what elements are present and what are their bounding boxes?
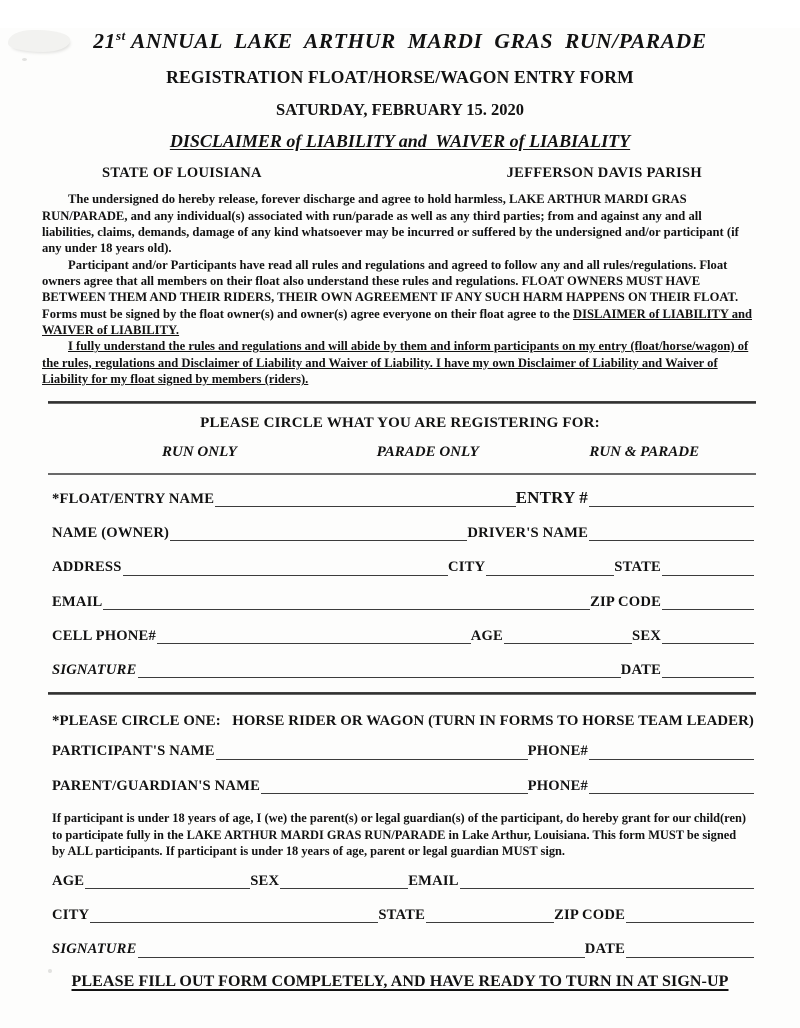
input-float-entry-name[interactable] bbox=[215, 493, 515, 507]
field-row-parent-guardian-name bbox=[52, 779, 754, 794]
label-parent-guardian-name: PARENT/GUARDIAN'S NAME bbox=[52, 777, 261, 794]
label-entry-number: ENTRY # bbox=[515, 488, 588, 508]
option-run-and-parade[interactable]: RUN & PARADE bbox=[589, 444, 700, 461]
disclaimer-paragraph-2-emphasis: DISLAIMER of LIABILITY and WAIVER of LIABILITY. bbox=[42, 306, 753, 338]
title-text: ANNUAL LAKE ARTHUR MARDI GRAS RUN/PARADE bbox=[125, 29, 707, 54]
registering-for-heading: PLEASE CIRCLE WHAT YOU ARE REGISTERING FOR: bbox=[200, 415, 600, 432]
disclaimer-paragraph-3: I fully understand the rules and regulations and will abide by them and inform participants on my entry (float/horse/wagon) of the rules, regulations and Disclaimer of Liability and Waiver of Liability. I have my own Disclaimer of Liability and Waiver of Liability for my float signed by members (riders). bbox=[42, 339, 749, 387]
input-zip-code[interactable] bbox=[662, 596, 754, 610]
option-run-only[interactable]: RUN ONLY bbox=[162, 444, 237, 461]
event-dateline: SATURDAY, FEBRUARY 15. 2020 bbox=[275, 100, 525, 120]
input-participants-name[interactable] bbox=[216, 746, 528, 760]
label-participant-age: AGE bbox=[52, 872, 85, 889]
minor-consent-paragraph: If participant is under 18 years of age, I (we) the parent(s) or legal guardian(s) of the participant, do hereby grant for our child(ren) to participate fully in the LAKE ARTHUR MARDI GRAS RUN/PARADE in Lake Arthur, Louisiana. This form MUST be signed by ALL participants. If participant is under 18 years of age, parent or legal guardian MUST sign. bbox=[52, 811, 746, 859]
label-participant-state: STATE bbox=[378, 906, 426, 923]
label-address: ADDRESS bbox=[52, 559, 122, 576]
form-document bbox=[0, 28, 800, 991]
label-name-owner: NAME (OWNER) bbox=[52, 524, 170, 541]
field-row-participants-name bbox=[52, 744, 754, 759]
label-cell-phone: CELL PHONE# bbox=[52, 627, 156, 644]
registration-options bbox=[40, 444, 760, 461]
input-cell-phone[interactable] bbox=[157, 630, 471, 644]
label-sex: SEX bbox=[632, 627, 661, 644]
label-drivers-name: DRIVER'S NAME bbox=[467, 524, 588, 541]
label-participant-date: DATE bbox=[584, 941, 625, 958]
disclaimer-heading: DISCLAIMER of LIABILITY and WAIVER of LIABIALITY bbox=[169, 131, 631, 152]
input-email[interactable] bbox=[103, 596, 590, 610]
circle-one-instruction: *PLEASE CIRCLE ONE: HORSE RIDER OR WAGON (TURN IN FORMS TO HORSE TEAM LEADER) bbox=[52, 713, 754, 730]
field-row-participant-age bbox=[52, 874, 754, 889]
label-participant-sex: SEX bbox=[250, 872, 280, 889]
title-ordinal-suffix: st bbox=[115, 28, 126, 43]
input-participant-phone[interactable] bbox=[589, 746, 754, 760]
page-title bbox=[40, 28, 760, 54]
field-row-signature bbox=[52, 663, 754, 678]
input-entry-number[interactable] bbox=[589, 493, 754, 507]
input-signature[interactable] bbox=[138, 664, 621, 678]
label-date: DATE bbox=[620, 662, 661, 679]
label-participants-name: PARTICIPANT'S NAME bbox=[52, 743, 215, 760]
label-age: AGE bbox=[470, 627, 503, 644]
form-subtitle: REGISTRATION FLOAT/HORSE/WAGON ENTRY FORM bbox=[166, 67, 634, 88]
input-participant-state[interactable] bbox=[426, 909, 554, 923]
label-participant-email: EMAIL bbox=[408, 872, 459, 889]
label-state: STATE bbox=[614, 559, 661, 576]
disclaimer-paragraph-2 bbox=[42, 257, 754, 339]
input-sex[interactable] bbox=[662, 630, 754, 644]
input-name-owner[interactable] bbox=[170, 527, 467, 541]
label-parent-phone: PHONE# bbox=[527, 777, 588, 794]
input-participant-sex[interactable] bbox=[280, 875, 408, 889]
title-number: 21 bbox=[93, 29, 116, 54]
input-participant-email[interactable] bbox=[460, 875, 754, 889]
input-participant-zip[interactable] bbox=[626, 909, 754, 923]
section-divider-bottom bbox=[48, 692, 756, 695]
label-float-entry-name: *FLOAT/ENTRY NAME bbox=[52, 490, 215, 507]
field-row-name-owner bbox=[52, 526, 754, 541]
label-signature: SIGNATURE bbox=[52, 662, 137, 679]
closing-instruction-text: PLEASE FILL OUT FORM COMPLETELY, AND HAVE READY TO TURN IN AT SIGN-UP bbox=[71, 972, 729, 990]
field-row-email bbox=[52, 595, 754, 610]
field-row-participant-signature bbox=[52, 942, 754, 957]
input-parent-guardian-name[interactable] bbox=[261, 780, 528, 794]
label-participant-zip: ZIP CODE bbox=[554, 906, 625, 923]
input-participant-age[interactable] bbox=[85, 875, 250, 889]
input-city[interactable] bbox=[486, 562, 614, 576]
input-drivers-name[interactable] bbox=[589, 527, 754, 541]
disclaimer-body bbox=[40, 191, 760, 387]
float-entry-fields bbox=[40, 489, 760, 678]
input-parent-phone[interactable] bbox=[589, 780, 754, 794]
section-divider-top bbox=[48, 401, 756, 404]
participant-fields bbox=[40, 744, 760, 794]
option-parade-only[interactable]: PARADE ONLY bbox=[376, 444, 479, 461]
parish-label: JEFFERSON DAVIS PARISH bbox=[506, 165, 702, 182]
label-city: CITY bbox=[448, 559, 486, 576]
input-age[interactable] bbox=[504, 630, 632, 644]
closing-instruction bbox=[40, 973, 760, 991]
input-participant-city[interactable] bbox=[90, 909, 378, 923]
label-participant-phone: PHONE# bbox=[527, 743, 588, 760]
input-state[interactable] bbox=[662, 562, 754, 576]
section-divider-options bbox=[48, 473, 756, 475]
input-date[interactable] bbox=[662, 664, 754, 678]
disclaimer-paragraph-1: The undersigned do hereby release, forever discharge and agree to hold harmless, LAKE ARTHUR MARDI GRAS RUN/PARADE, and any individual(s) associated with run/parade as well as any third parties; from and against any and all liabilities, claims, demands, damage of any kind whatsoever may be incurred or suffered by the undersigned and/or participant (if any under 18 years old). bbox=[42, 192, 739, 256]
state-label: STATE OF LOUISIANA bbox=[102, 165, 262, 182]
participant-detail-fields bbox=[40, 874, 760, 958]
field-row-float-entry-name bbox=[52, 489, 754, 507]
input-participant-signature[interactable] bbox=[138, 944, 585, 958]
input-address[interactable] bbox=[123, 562, 448, 576]
label-zip-code: ZIP CODE bbox=[590, 593, 661, 610]
label-email: EMAIL bbox=[52, 593, 103, 610]
disclaimer-paragraph-2-text: Participant and/or Participants have read all rules and regulations and agreed to follow any and all rules/regulations. Float owners agree that all members on their float also understand these rules and regulations. FLOAT OWNERS MUST HAVE BETWEEN THEM AND THEIR RIDERS, THEIR OWN AGREEMENT IF ANY SUCH HARM HAPPENS ON THEIR FLOAT. Forms must be signed by the float owner(s) and owner(s) agree everyone on their float agree to the bbox=[42, 257, 739, 321]
field-row-address bbox=[52, 560, 754, 575]
label-participant-signature: SIGNATURE bbox=[52, 941, 137, 958]
input-participant-date[interactable] bbox=[626, 944, 754, 958]
field-row-cell-phone bbox=[52, 629, 754, 644]
label-participant-city: CITY bbox=[52, 906, 90, 923]
jurisdiction-row bbox=[40, 165, 760, 182]
field-row-participant-city bbox=[52, 908, 754, 923]
